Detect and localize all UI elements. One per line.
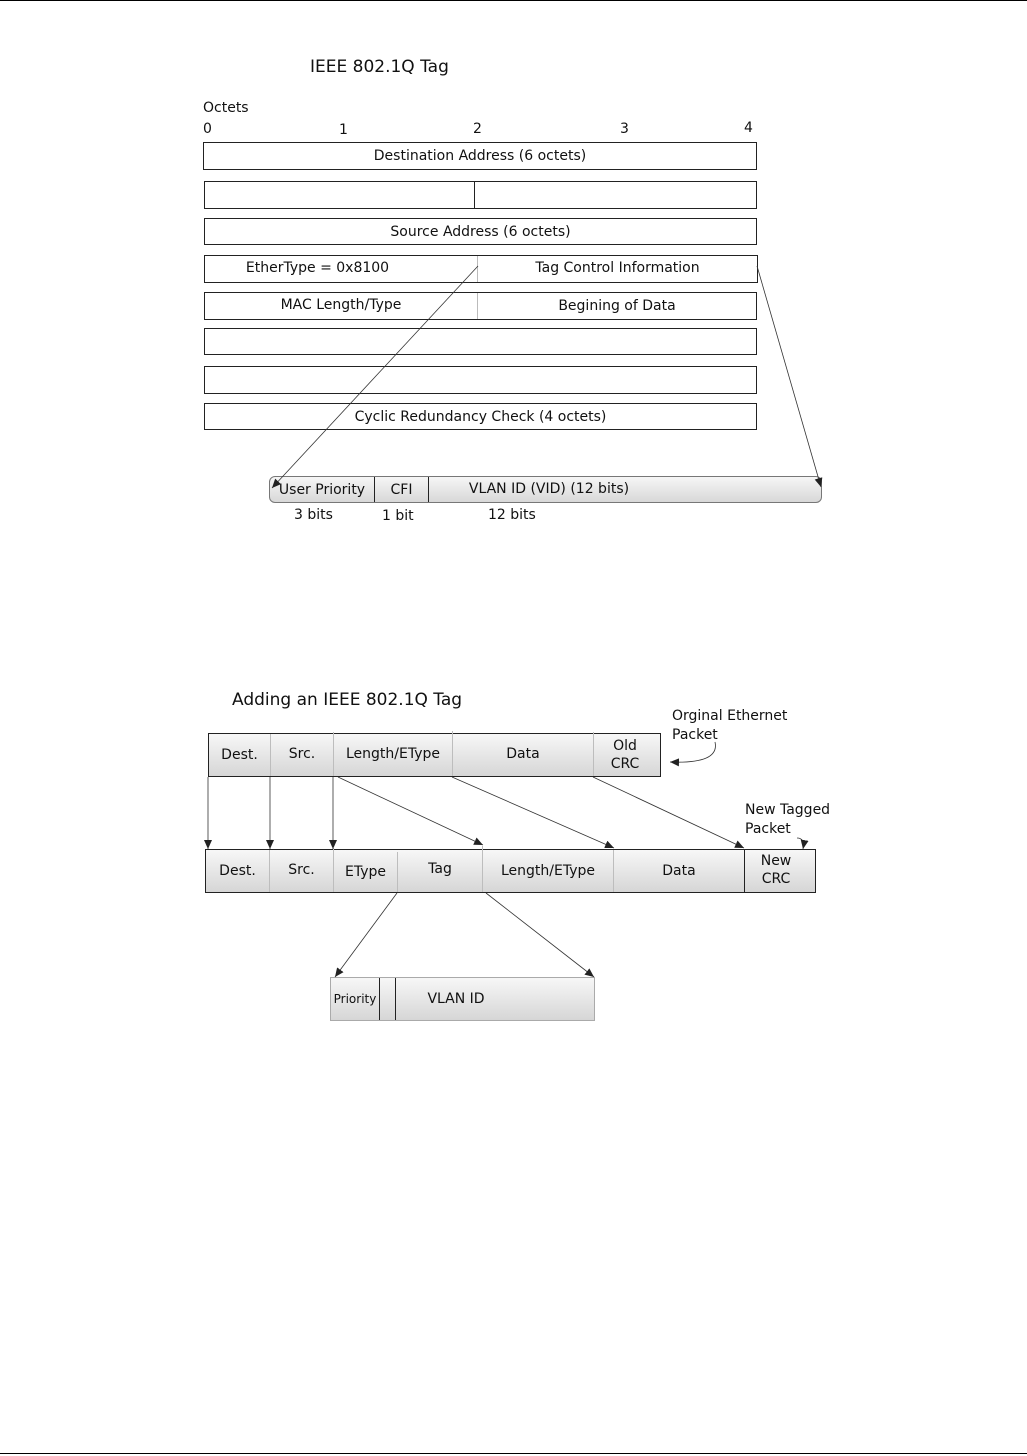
new-length-field: Length/EType xyxy=(483,850,614,892)
octet-number-4: 4 xyxy=(744,120,753,136)
data-shift-arrow xyxy=(593,777,744,848)
tci-left-arrow xyxy=(272,266,478,488)
new-crc-line1: New xyxy=(760,853,792,869)
vlan-id-bits: 12 bits xyxy=(488,507,536,523)
tagged-label-arrow xyxy=(797,838,803,849)
tag-insert-arrow xyxy=(338,777,483,845)
tagged-packet-label-2: Packet xyxy=(745,821,791,837)
ethertype-label: EtherType = 0x8100 xyxy=(245,259,390,276)
mac-length-label: MAC Length/Type xyxy=(280,297,402,313)
destination-address-label: Destination Address (6 octets) xyxy=(373,148,587,164)
new-crc-line2: CRC xyxy=(761,871,791,887)
adding-diagram-title: Adding an IEEE 802.1Q Tag xyxy=(232,690,463,710)
tag-detail-left-arrow xyxy=(335,893,397,977)
new-data-field: Data xyxy=(614,850,745,892)
tci-label: Tag Control Information xyxy=(535,260,700,276)
new-dest-field: Dest. xyxy=(206,850,270,892)
user-priority-field: User Priority xyxy=(278,481,366,498)
tag-detail-right-arrow xyxy=(486,893,594,977)
cfi-field: CFI xyxy=(390,481,413,498)
tag-vlan-id-field: VLAN ID xyxy=(427,991,485,1007)
octet-number-2: 2 xyxy=(473,121,482,137)
octet-number-1: 1 xyxy=(339,122,348,138)
octet-number-0: 0 xyxy=(203,121,212,137)
orig-src-field: Src. xyxy=(271,732,334,776)
begin-data-label: Begining of Data xyxy=(558,298,676,314)
tagged-packet-label-1: New Tagged xyxy=(745,802,831,818)
orig-crc-line1: Old xyxy=(613,738,637,754)
original-packet-label-1: Orginal Ethernet xyxy=(672,708,788,724)
orig-dest-field: Dest. xyxy=(209,734,271,776)
new-src-field: Src. xyxy=(270,848,334,892)
orig-length-field: Length/EType xyxy=(334,731,453,776)
crc-label: Cyclic Redundancy Check (4 octets) xyxy=(354,408,607,425)
new-etype-field: EType xyxy=(334,852,398,892)
cfi-bits: 1 bit xyxy=(382,508,414,524)
user-priority-bits: 3 bits xyxy=(294,507,333,523)
tci-right-arrow xyxy=(757,266,821,487)
length-shift-arrow xyxy=(452,777,614,848)
octet-number-3: 3 xyxy=(620,121,629,137)
original-packet-label-2: Packet xyxy=(672,727,718,743)
tag-priority-field: Priority xyxy=(331,978,380,1020)
vlan-id-field: VLAN ID (VID) (12 bits) xyxy=(468,480,630,497)
tag-diagram-title: IEEE 802.1Q Tag xyxy=(310,57,449,77)
new-tag-field: Tag xyxy=(398,846,483,892)
source-address-label: Source Address (6 octets) xyxy=(390,223,571,240)
octets-label: Octets xyxy=(203,100,249,116)
original-label-arrow xyxy=(670,742,715,762)
orig-data-field: Data xyxy=(453,732,594,776)
orig-crc-line2: CRC xyxy=(610,756,640,772)
